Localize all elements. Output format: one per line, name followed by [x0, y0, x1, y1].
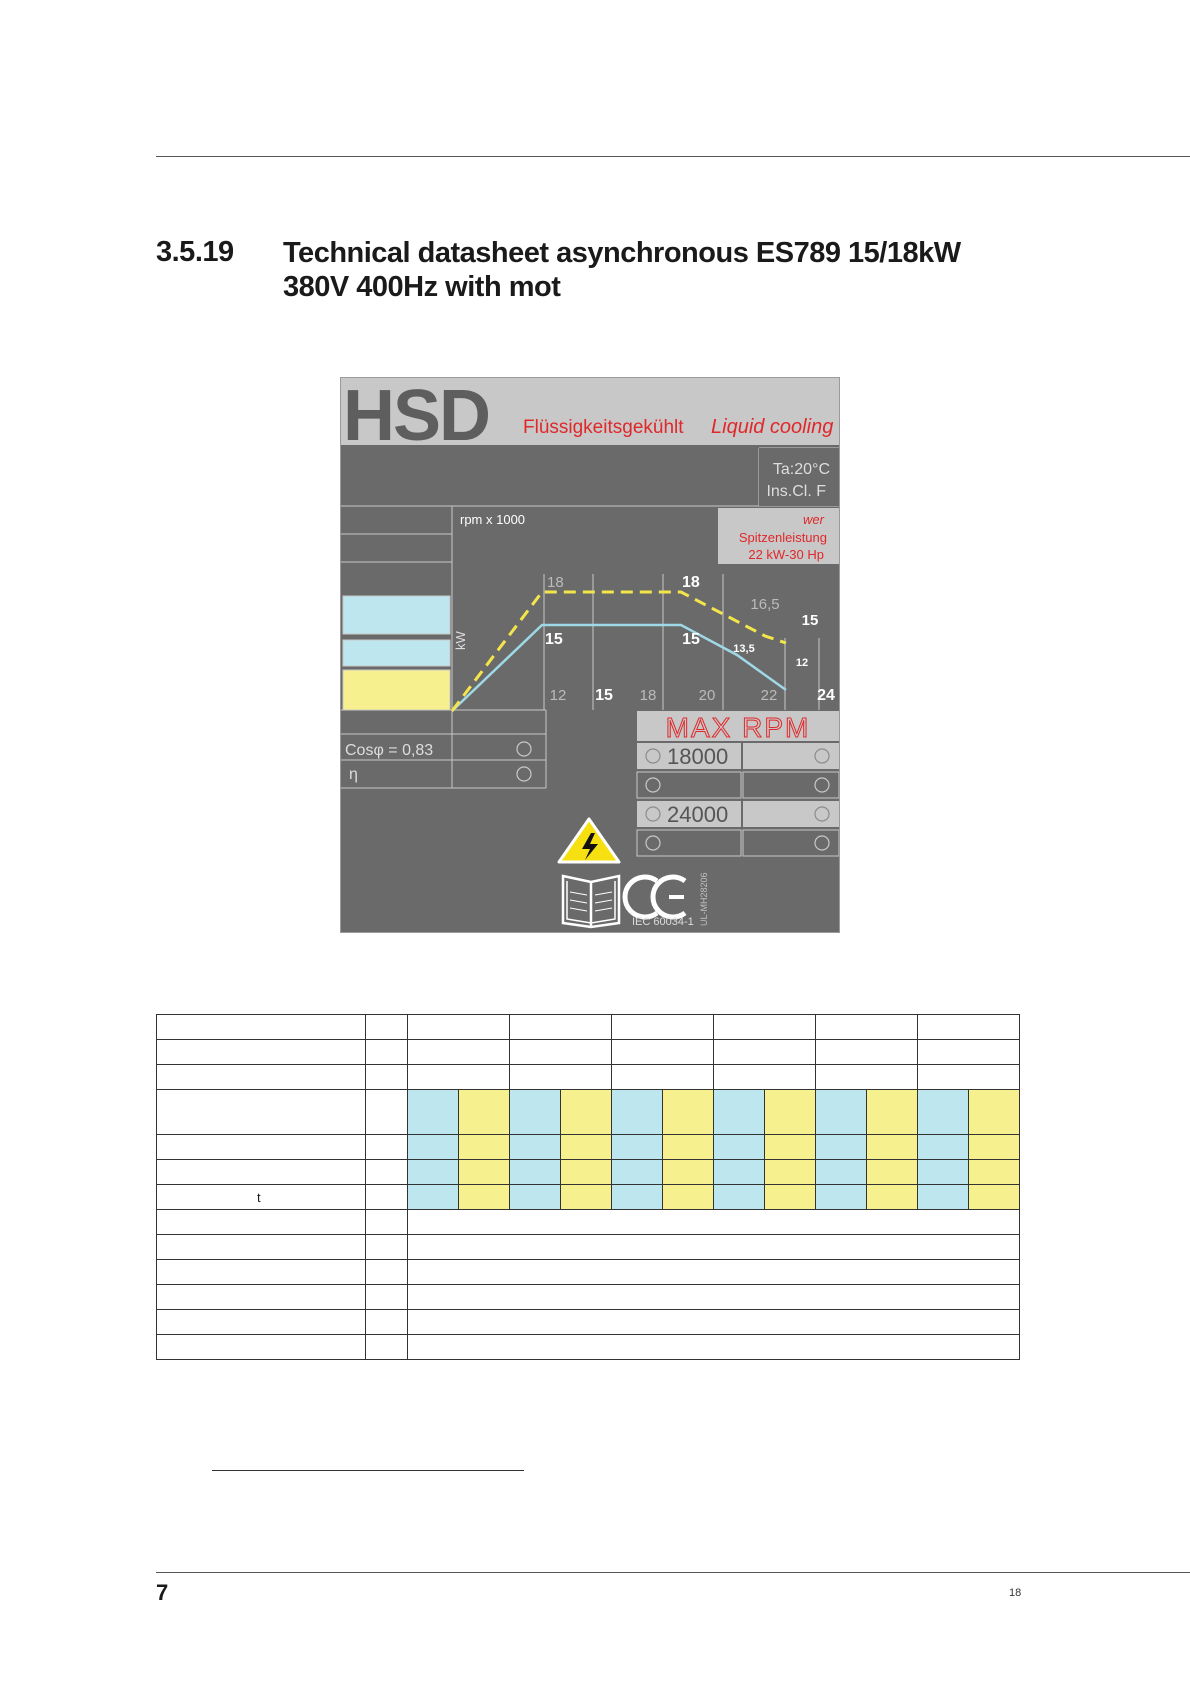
swatch-blue-2 — [343, 640, 450, 666]
rpm-tick-22: 22 — [760, 687, 778, 704]
table-row — [157, 1235, 1020, 1260]
table-row — [157, 1260, 1020, 1285]
curve-label-18-left: 18 — [547, 574, 564, 591]
table-row — [157, 1040, 1020, 1065]
label-de: Flüssigkeitsgekühlt — [523, 417, 684, 438]
ambient-temp: Ta:20°C — [772, 461, 830, 478]
page-number: 18 — [1009, 1587, 1022, 1599]
eta-label: η — [349, 766, 358, 783]
rpm-cell — [743, 743, 839, 769]
kw-axis-label: kW — [453, 631, 468, 650]
swatch-blue-1 — [343, 596, 450, 634]
hsd-logo: HSD — [343, 378, 490, 456]
continuous-power-curve — [452, 625, 786, 711]
rpm-cell — [743, 772, 839, 798]
table-row — [157, 1310, 1020, 1335]
iec-standard: IEC 60034-1 — [632, 916, 694, 928]
chapter-number: 7 — [156, 1580, 169, 1605]
high-voltage-warning-icon — [559, 819, 619, 862]
rpm-cell — [637, 772, 741, 798]
rpm-tick-20: 20 — [698, 687, 716, 704]
table-row — [157, 1135, 1020, 1160]
table-row — [157, 1015, 1020, 1040]
rpm-cell — [637, 830, 741, 856]
table-row — [157, 1285, 1020, 1310]
peak-label-1: wer — [803, 512, 824, 527]
table-row — [157, 1335, 1020, 1360]
section-number: 3.5.19 — [156, 236, 234, 268]
table-row — [157, 1065, 1020, 1090]
footnote-rule — [212, 1470, 524, 1471]
rpm-tick-18: 18 — [639, 687, 657, 704]
top-rule — [156, 156, 1190, 157]
curve-label-18-right: 18 — [682, 574, 700, 591]
table-row — [157, 1090, 1020, 1135]
section-title-line2: 380V 400Hz with mot — [283, 271, 561, 303]
peak-label-2: Spitzenleistung — [738, 530, 827, 545]
ul-code: UL-MH28206 — [699, 872, 709, 926]
section-title-line1: Technical datasheet asynchronous ES789 15/18kW — [283, 237, 961, 269]
rpm-axis-label: rpm x 1000 — [460, 512, 526, 527]
swatch-yellow — [343, 670, 450, 710]
curve-label-16-5: 16,5 — [750, 596, 780, 613]
table-row — [157, 1210, 1020, 1235]
rpm-cell — [743, 830, 839, 856]
manual-book-icon — [563, 876, 619, 927]
row-label-t: t — [157, 1185, 366, 1210]
rpm-tick-12: 12 — [549, 687, 567, 704]
eta-radio-icon — [517, 767, 531, 781]
datasheet-table — [156, 1014, 1020, 1360]
nameplate-graphic — [341, 378, 839, 932]
cosphi-label: Cosφ = 0,83 — [345, 742, 434, 759]
motor-nameplate — [340, 377, 840, 933]
curve-label-12: 12 — [795, 657, 809, 669]
ce-mark-icon — [625, 877, 685, 917]
section-title — [283, 236, 961, 304]
max-rpm-24000: 24000 — [667, 802, 729, 827]
curve-label-15-left: 15 — [545, 631, 563, 648]
peak-label-3: 22 kW-30 Hp — [748, 547, 824, 562]
curve-label-15-peak: 15 — [801, 612, 819, 629]
curve-label-13-5: 13,5 — [733, 643, 755, 655]
bottom-rule — [156, 1572, 1190, 1573]
rpm-tick-24: 24 — [817, 687, 835, 704]
label-en: Liquid cooling — [711, 416, 834, 438]
insulation-class: Ins.Cl. F — [766, 483, 826, 500]
max-rpm-title: MAX RPM — [665, 712, 811, 743]
rpm-cell — [743, 801, 839, 827]
rpm-tick-15: 15 — [595, 687, 613, 704]
cosphi-radio-icon — [517, 742, 531, 756]
table-row — [157, 1160, 1020, 1185]
table-row — [157, 1185, 1020, 1210]
max-rpm-18000: 18000 — [667, 744, 729, 769]
curve-label-15-right: 15 — [682, 631, 700, 648]
